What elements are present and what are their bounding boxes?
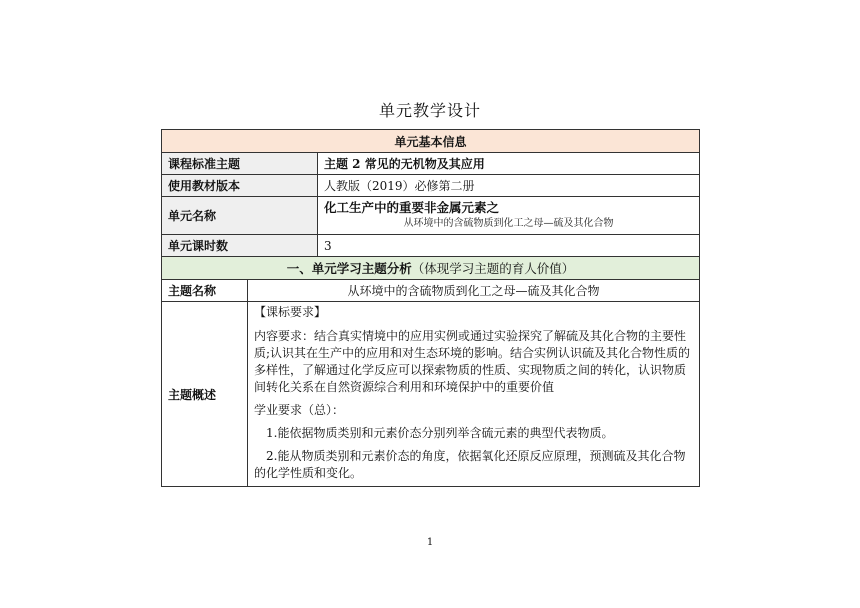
textbook-version-value: 人教版（2019）必修第二册: [318, 175, 700, 197]
analysis-title-text: 一、单元学习主题分析: [286, 261, 412, 276]
table-row: [162, 197, 700, 235]
unit-hours-value: 3: [318, 235, 700, 257]
content-requirements: 内容要求：结合真实情境中的应用实例或通过实验探究了解硫及其化合物的主要性质;认识其在生产中的应用和对生态环境的影响。结合实例认识硫及其化合物性质的多样性，了解通过化学反应可以探索物质的性质、实现物质之间的转化，认识物质间转化关系在自然资源综合利用和环境保护中的重要价值: [254, 329, 691, 394]
overview-content: [248, 302, 700, 487]
unit-name-sub: 从环境中的含硫物质到化工之母—硫及其化合物: [403, 218, 614, 229]
table-row: [162, 153, 700, 175]
course-topic-label: 课程标准主题: [162, 153, 318, 175]
page-number: 1: [426, 537, 434, 548]
unit-name-main: 化工生产中的重要非金属元素之: [324, 200, 500, 215]
topic-name-label: 主题名称: [162, 280, 248, 302]
document-title: 单元教学设计: [378, 101, 481, 120]
table-row: [162, 175, 700, 197]
table-row: [162, 280, 700, 302]
unit-hours-label: 单元课时数: [162, 235, 318, 257]
table-row: [162, 235, 700, 257]
basic-info-section-title: 单元基本信息: [162, 130, 700, 153]
analysis-title-note: （体现学习主题的育人价值）: [411, 261, 575, 276]
overview-label: 主题概述: [162, 302, 248, 487]
academic-requirements: 学业要求（总）：: [254, 403, 345, 417]
requirement-item-1: 1.能依据物质类别和元素价态分别列举含硫元素的典型代表物质。: [266, 426, 614, 440]
unit-design-table: [161, 129, 700, 487]
unit-name-value: [318, 197, 700, 235]
table-row: [162, 302, 700, 487]
basic-info-header-row: [162, 130, 700, 153]
topic-name-value: 从环境中的含硫物质到化工之母—硫及其化合物: [248, 280, 700, 302]
analysis-section-title: [162, 257, 700, 280]
unit-name-label: 单元名称: [162, 197, 318, 235]
curriculum-requirements-tag: 【课标要求】: [254, 305, 327, 319]
analysis-header-row: [162, 257, 700, 280]
textbook-version-label: 使用教材版本: [162, 175, 318, 197]
requirement-item-2: 2.能从物质类别和元素价态的角度，依据氧化还原反应原理，预测硫及其化合物的化学性质和变化。: [254, 449, 686, 480]
course-topic-value: 主题 2 常见的无机物及其应用: [318, 153, 700, 175]
